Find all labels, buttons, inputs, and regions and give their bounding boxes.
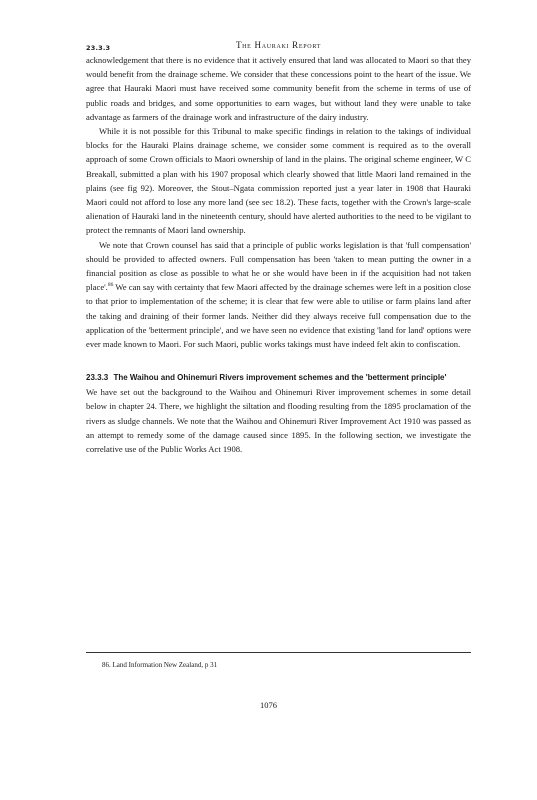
body-text [86,53,471,456]
section-title: The Waihou and Ohinemuri Rivers improvement schemes and the 'betterment principle' [113,373,447,383]
paragraph-3-text-before: We note that Crown counsel has said that a principle of public works legislation is that 'full compensation' should be provided to affected owners. Full compensation has been 'taken to mean putting the owner in a financial position as close as possible to what he or she would have been in if the acquisition had not taken place'. [86,239,471,293]
paragraph-3-text-after: We can say with certainty that few Maori affected by the drainage schemes were left in a position close to that prior to implementation of the scheme; it is clear that few were able to utilise or farm plains land after the taking and draining of their former lands. Neither did they always receive full compensation due to the application of the 'betterment principle', and we have seen no evidence that existing 'land for land' options were ever made known to Maori. For such Maori, public works takings must have indeed felt akin to confiscation. [86,282,471,350]
footnote: 86. Land Information New Zealand, p 31 [102,661,218,669]
section-heading [86,371,471,385]
section-number: 23.3.3 [86,373,109,383]
paragraph-3 [86,238,471,352]
footnote-divider [86,652,471,653]
paragraph-2: While it is not possible for this Tribunal to make specific findings in relation to the takings of individual blocks for the Hauraki Plains drainage scheme, we consider some comment is required as to the overall approach of some Crown officials to Maori ownership of land in the plains. The original scheme engineer, W C Breakall, submitted a plan with his 1907 proposal which clearly showed that little Maori land remained in the plains (see fig 92). Moreover, the Stout–Ngata commission reported just a year later in 1908 that Hauraki Maori could not afford to lose any more land (see sec 18.2). These facts, together with the Crown's large-scale alienation of Hauraki land in the nineteenth century, should have alerted authorities to the need to be vigilant to protect the remnants of Maori land ownership. [86,126,471,236]
paragraph-1: acknowledgement that there is no evidence that it actively ensured that land was allocated to Maori so that they would benefit from the drainage scheme. We consider that these concessions point to the heart of the issue. We agree that Hauraki Maori must have received some community benefit from the scheme in terms of use of public roads and bridges, and some opportunities to earn wages, but without land they were unable to take advantage as farmers of the drainage work and infrastructure of the dairy industry. [86,55,471,122]
page-number: 1076 [260,700,277,710]
page-header [86,30,471,50]
section-paragraph: We have set out the background to the Waihou and Ohinemuri River improvement schemes in some detail below in chapter 24. There, we highlight the siltation and flooding resulting from the 1895 proclamation of the rivers as sludge channels. We note that the Waihou and Ohinemuri River Improvement Act 1910 was passed as an attempt to remedy some of the damage caused since 1895. In the following section, we investigate the correlative use of the Public Works Act 1908. [86,387,471,455]
footnote-reference[interactable]: 86 [107,282,114,289]
header-section-ref: 23.3.3 [86,44,111,52]
running-title: The Hauraki Report [235,40,322,50]
